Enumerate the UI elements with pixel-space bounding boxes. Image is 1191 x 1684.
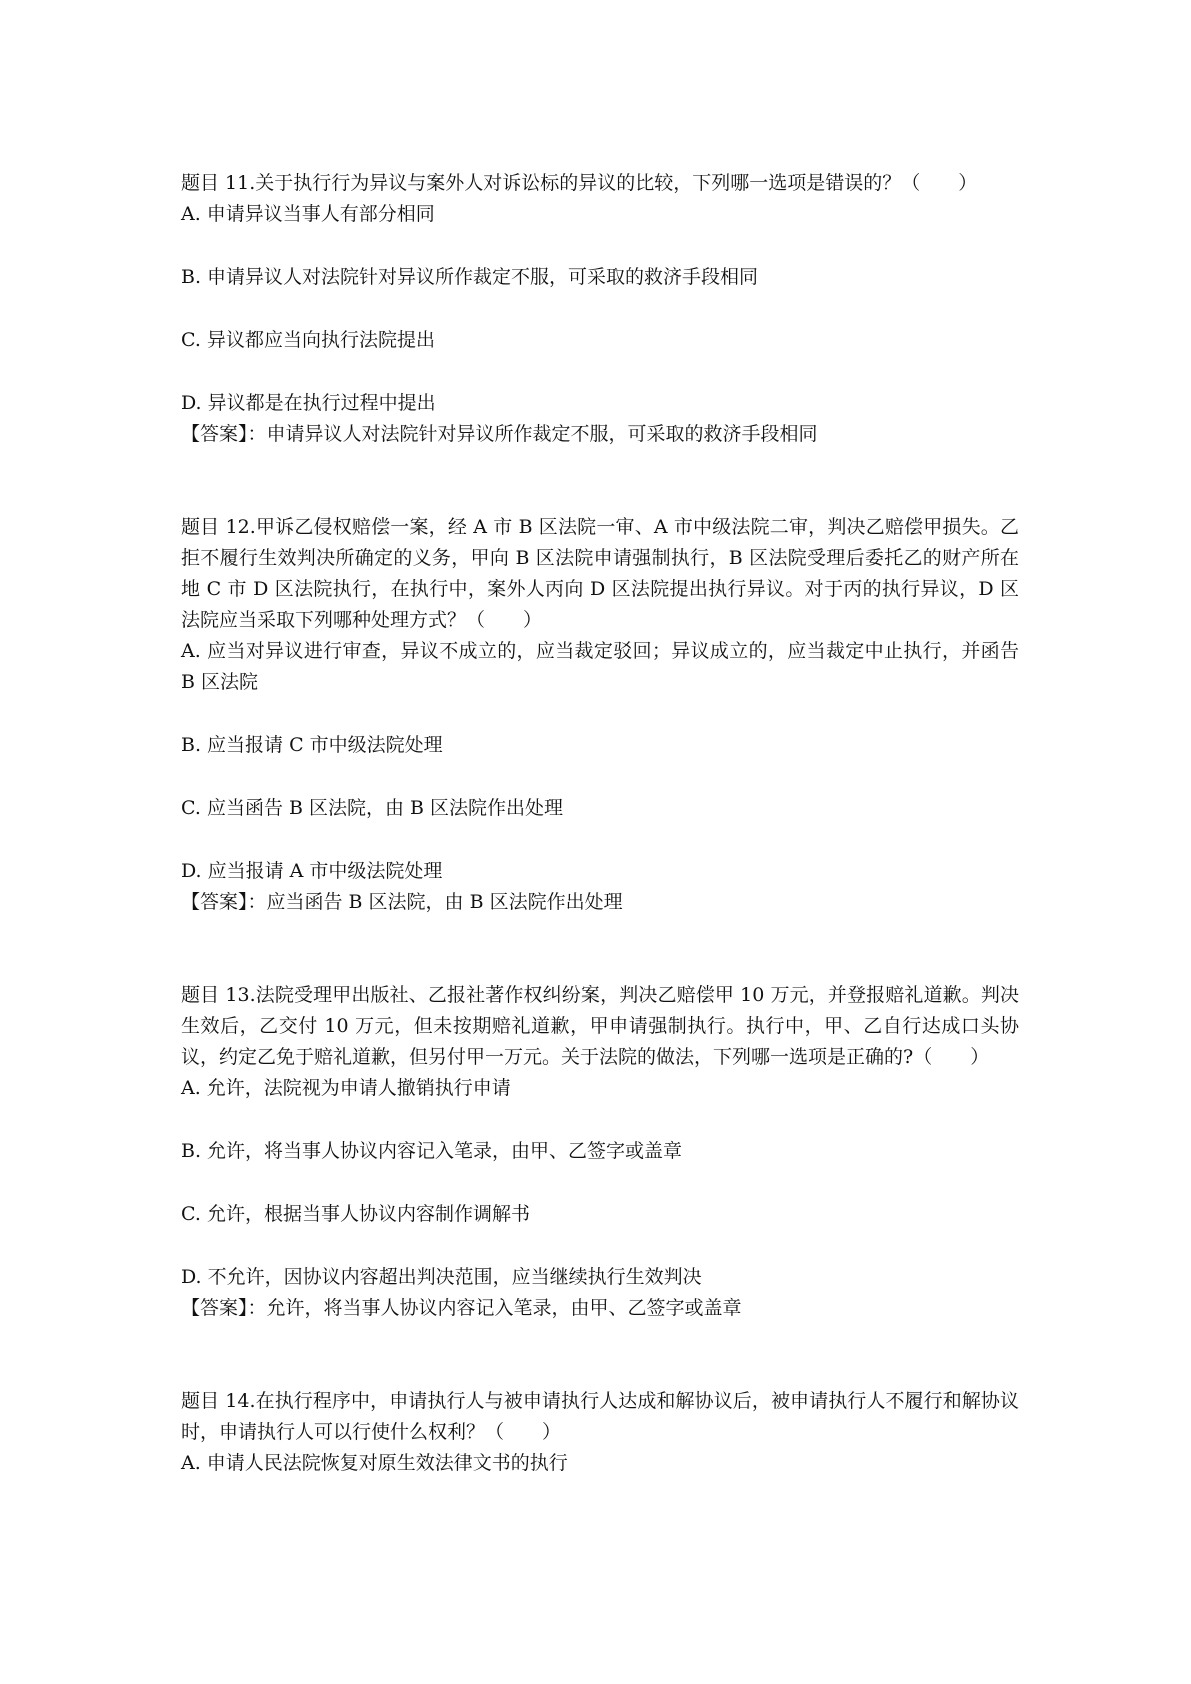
- option-b: B. 允许，将当事人协议内容记入笔录，由甲、乙签字或盖章: [181, 1140, 683, 1162]
- option-d: D. 不允许，因协议内容超出判决范围，应当继续执行生效判决: [181, 1266, 702, 1288]
- question-12: [181, 512, 1019, 918]
- option-d: D. 异议都是在执行过程中提出: [181, 392, 436, 414]
- spacer: [181, 1324, 1019, 1386]
- question-stem: 题目 14.在执行程序中，申请执行人与被申请执行人达成和解协议后，被申请执行人不履行和解协议时，申请执行人可以行使什么权利？（ ）: [181, 1390, 1019, 1443]
- option-a: A. 申请人民法院恢复对原生效法律文书的执行: [181, 1452, 568, 1474]
- answer-line: 【答案】：申请异议人对法院针对异议所作裁定不服，可采取的救济手段相同: [181, 423, 818, 445]
- question-stem: 题目 12.甲诉乙侵权赔偿一案，经 A 市 B 区法院一审、A 市中级法院二审，判决乙赔偿甲损失。乙拒不履行生效判决所确定的义务，甲向 B 区法院申请强制执行，B 区法院受理后委托乙的财产所在地 C 市 D 区法院执行，在执行中，案外人丙向 D 区法院提出执行异议。对于丙的执行异议，D 区法院应当采取下列哪种处理方式？（ ）: [181, 516, 1019, 631]
- question-11: [181, 168, 1019, 450]
- option-b: B. 申请异议人对法院针对异议所作裁定不服，可采取的救济手段相同: [181, 266, 759, 288]
- option-a: A. 申请异议当事人有部分相同: [181, 203, 435, 225]
- option-c: C. 应当函告 B 区法院，由 B 区法院作出处理: [181, 797, 564, 819]
- option-a: A. 应当对异议进行审查，异议不成立的，应当裁定驳回；异议成立的，应当裁定中止执行，并函告 B 区法院: [181, 640, 1019, 693]
- question-stem: 题目 13.法院受理甲出版社、乙报社著作权纠纷案，判决乙赔偿甲 10 万元，并登报赔礼道歉。判决生效后，乙交付 10 万元，但未按期赔礼道歉，甲申请强制执行。执行中，甲、乙自行达成口头协议，约定乙免于赔礼道歉，但另付甲一万元。关于法院的做法，下列哪一选项是正确的?（ ）: [181, 984, 1019, 1068]
- option-b: B. 应当报请 C 市中级法院处理: [181, 734, 443, 756]
- option-c: C. 异议都应当向执行法院提出: [181, 329, 435, 351]
- document-page: [181, 168, 1019, 1479]
- option-a: A. 允许，法院视为申请人撤销执行申请: [181, 1077, 511, 1099]
- question-stem: 题目 11.关于执行行为异议与案外人对诉讼标的异议的比较，下列哪一选项是错误的？（ ）: [181, 172, 978, 194]
- option-c: C. 允许，根据当事人协议内容制作调解书: [181, 1203, 530, 1225]
- question-13: [181, 980, 1019, 1324]
- option-d: D. 应当报请 A 市中级法院处理: [181, 860, 443, 882]
- answer-line: 【答案】：应当函告 B 区法院，由 B 区法院作出处理: [181, 891, 623, 913]
- spacer: [181, 918, 1019, 980]
- spacer: [181, 450, 1019, 512]
- answer-line: 【答案】：允许，将当事人协议内容记入笔录，由甲、乙签字或盖章: [181, 1297, 742, 1319]
- question-14: [181, 1386, 1019, 1479]
